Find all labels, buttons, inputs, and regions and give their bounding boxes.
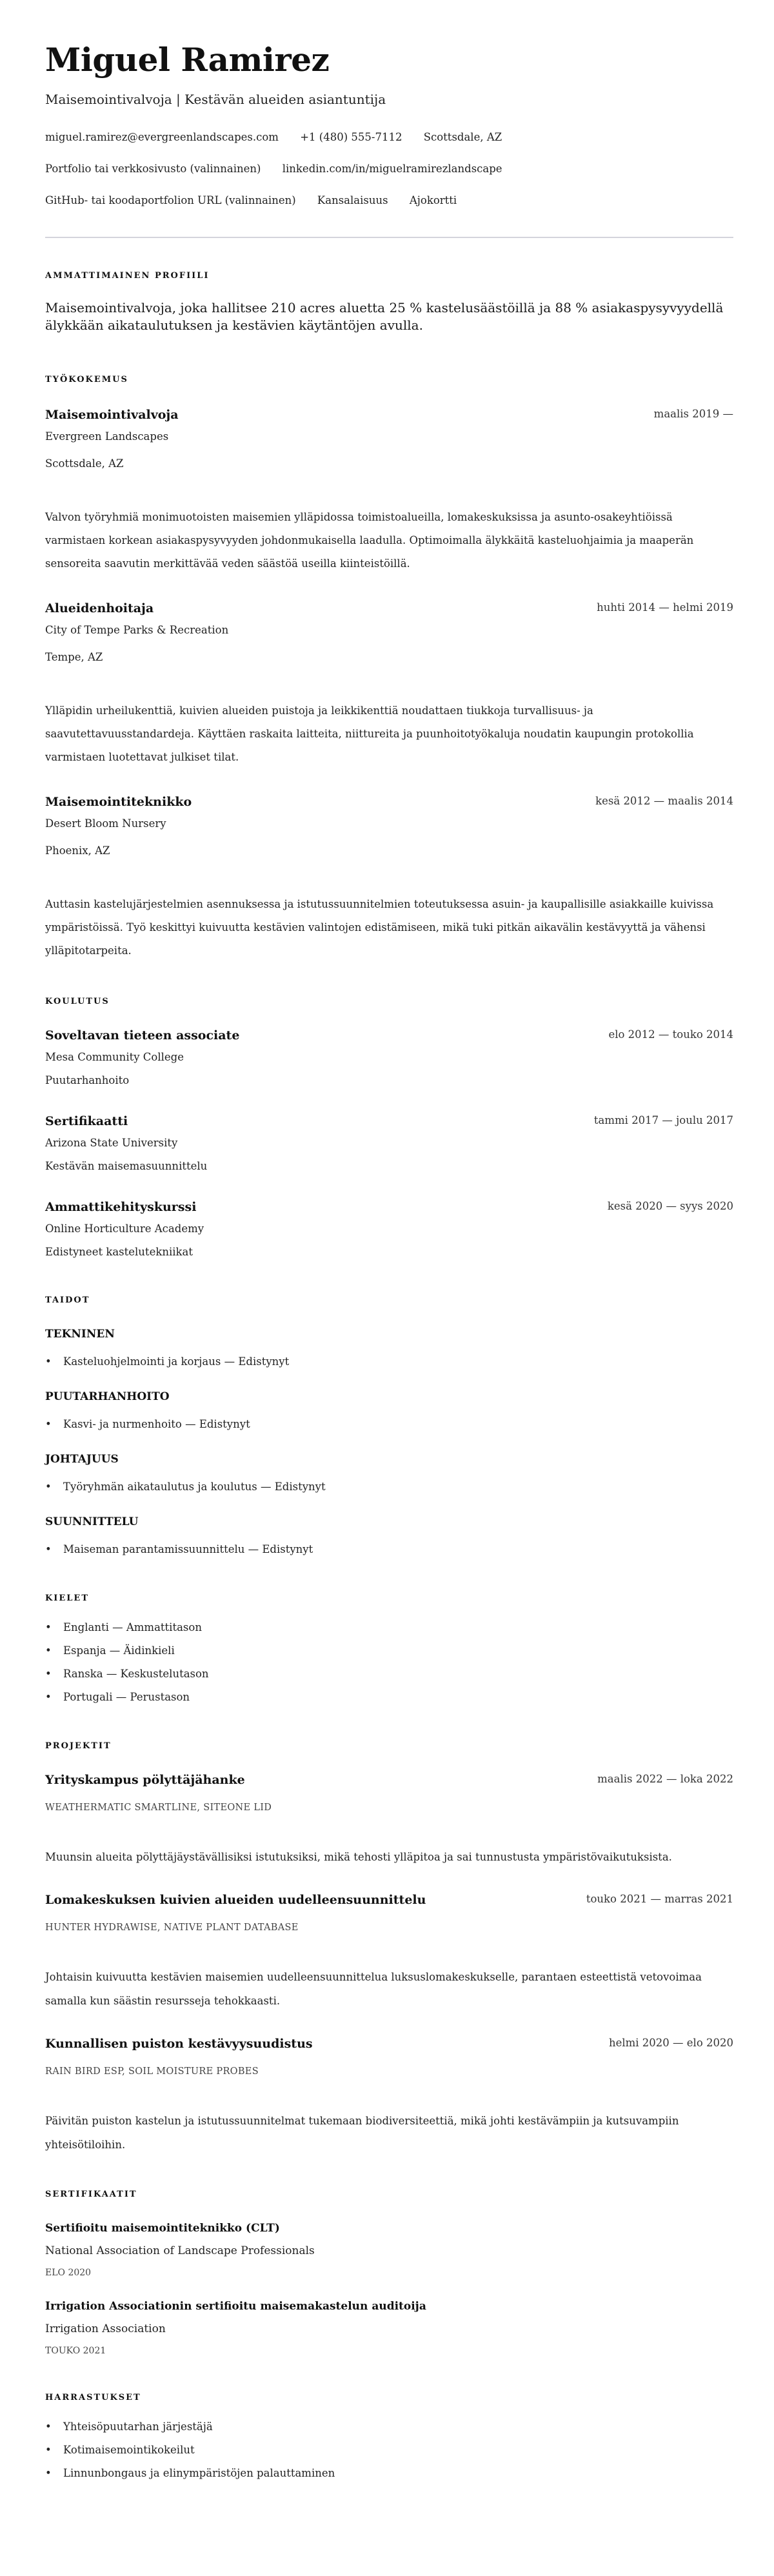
school: Mesa Community College xyxy=(45,1051,184,1063)
language-item: • Englanti — Ammattitason xyxy=(45,1620,733,1635)
education-entry xyxy=(45,1113,733,1174)
school: Online Horticulture Academy xyxy=(45,1223,204,1235)
project-title: Kunnallisen puiston kestävyysuudistus xyxy=(45,2037,313,2051)
portfolio-link[interactable]: Portfolio tai verkkosivusto (valinnainen) xyxy=(45,163,261,175)
skill-category: JOHTAJUUS xyxy=(45,1453,119,1466)
job-location: Phoenix, AZ xyxy=(45,844,110,857)
education-dates: tammi 2017 — joulu 2017 xyxy=(593,1114,733,1126)
degree-title: Soveltavan tieteen associate xyxy=(45,1028,240,1043)
section-heading: TYÖKOKEMUS xyxy=(45,375,128,384)
field-of-study: Puutarhanhoito xyxy=(45,1074,130,1086)
project-entry xyxy=(45,2035,733,2157)
language-item: • Ranska — Keskustelutason xyxy=(45,1666,733,1682)
candidate-headline: Maisemointivalvoja | Kestävän alueiden asiantuntija xyxy=(45,92,386,107)
hobbies-section xyxy=(45,2392,733,2481)
certification-entry xyxy=(45,2299,733,2357)
language-item: • Espanja — Äidinkieli xyxy=(45,1643,733,1659)
job-dates: maalis 2019 — xyxy=(653,408,733,420)
job-title: Maisemointiteknikko xyxy=(45,795,192,809)
field-of-study: Kestävän maisemasuunnittelu xyxy=(45,1160,208,1172)
linkedin-link[interactable]: linkedin.com/in/miguelramirezlandscape xyxy=(282,163,502,175)
experience-entry xyxy=(45,600,733,769)
education-dates: elo 2012 — touko 2014 xyxy=(608,1028,733,1041)
project-technologies: RAIN BIRD ESP, SOIL MOISTURE PROBES xyxy=(45,2066,259,2077)
company: Evergreen Landscapes xyxy=(45,430,169,443)
email-link[interactable]: miguel.ramirez@evergreenlandscapes.com xyxy=(45,131,279,143)
drivers-license: Ajokortti xyxy=(409,194,457,206)
hobby-item: • Linnunbongaus ja elinympäristöjen palauttaminen xyxy=(45,2466,733,2481)
languages-section xyxy=(45,1593,733,1705)
section-heading: SERTIFIKAATIT xyxy=(45,2190,137,2199)
citizenship: Kansalaisuus xyxy=(317,194,388,206)
skill-category: PUUTARHANHOITO xyxy=(45,1390,170,1403)
job-description: Valvon työryhmiä monimuotoisten maisemien ylläpidossa toimistoalueilla, lomakeskuksissa ja asunto-osakeyhtiöissä varmistaen korkean asiakaspysyvyyden johdonmukaisella laadulla. Optimoimalla älykkäitä kasteluohjaimia ja maaperän sensoreita saavutin merkittävää veden säästöä useilla kiinteistöillä. xyxy=(45,511,694,570)
hobby-item: • Yhteisöpuutarhan järjestäjä xyxy=(45,2419,733,2435)
company: City of Tempe Parks & Recreation xyxy=(45,624,229,636)
section-heading: AMMATTIMAINEN PROFIILI xyxy=(45,271,210,281)
project-technologies: HUNTER HYDRAWISE, NATIVE PLANT DATABASE xyxy=(45,1922,299,1933)
project-title: Lomakeskuksen kuivien alueiden uudelleensuunnittelu xyxy=(45,1893,426,1907)
section-heading: TAIDOT xyxy=(45,1295,90,1305)
project-entry xyxy=(45,1772,733,1869)
job-title: Maisemointivalvoja xyxy=(45,408,179,422)
candidate-name: Miguel Ramirez xyxy=(45,41,330,79)
project-dates: maalis 2022 — loka 2022 xyxy=(597,1773,733,1785)
skill-item: • Kasteluohjelmointi ja korjaus — Edistynyt xyxy=(45,1354,733,1370)
section-heading: PROJEKTIT xyxy=(45,1741,112,1751)
hobby-item: • Kotimaisemointikokeilut xyxy=(45,2442,733,2458)
job-description: Auttasin kastelujärjestelmien asennuksessa ja istutussuunnitelmien toteutuksessa asuin- ja kaupallisille asiakkaille kuivissa ympäristöissä. Työ keskittyi kuivuutta kestävien valintojen edistämiseen, mikä tuki pitkän aikavälin kestävyyttä ja vähensi ylläpitotarpeita. xyxy=(45,898,714,957)
certification-date: ELO 2020 xyxy=(45,2268,92,2278)
hobby-list xyxy=(45,2419,733,2481)
project-dates: helmi 2020 — elo 2020 xyxy=(608,2037,733,2049)
skill-list xyxy=(45,1417,733,1432)
project-technologies: WEATHERMATIC SMARTLINE, SITEONE LID xyxy=(45,1802,272,1813)
education-section xyxy=(45,996,733,1260)
company: Desert Bloom Nursery xyxy=(45,817,166,830)
github-link[interactable]: GitHub- tai koodaportfolion URL (valinnainen) xyxy=(45,194,296,206)
job-location: Scottsdale, AZ xyxy=(45,457,124,470)
phone-number[interactable]: +1 (480) 555-7112 xyxy=(300,131,402,143)
skill-item: • Maiseman parantamissuunnittelu — Edistynyt xyxy=(45,1542,733,1557)
job-title: Alueidenhoitaja xyxy=(45,601,154,615)
projects-section xyxy=(45,1741,733,2157)
education-entry xyxy=(45,1199,733,1260)
education-entry xyxy=(45,1027,733,1088)
profile-section xyxy=(45,270,733,334)
project-dates: touko 2021 — marras 2021 xyxy=(586,1893,733,1905)
certification-issuer: Irrigation Association xyxy=(45,2322,166,2335)
project-description: Päivitän puiston kastelun ja istutussuunnitelmat tukemaan biodiversiteettiä, mikä johti kestävämpiin ja kutsuvampiin yhteisötiloihin. xyxy=(45,2115,679,2151)
skill-list xyxy=(45,1479,733,1495)
profile-summary: Maisemointivalvoja, joka hallitsee 210 acres aluetta 25 % kastelusäästöillä ja 88 % asiakaspysyvyydellä älykkään aikataulutuksen ja kestävien käytäntöjen avulla. xyxy=(45,300,724,333)
contact-row xyxy=(45,130,733,145)
certification-date: TOUKO 2021 xyxy=(45,2346,106,2356)
header-divider xyxy=(45,237,733,238)
skill-category: TEKNINEN xyxy=(45,1328,115,1341)
section-heading: HARRASTUKSET xyxy=(45,2393,141,2402)
education-dates: kesä 2020 — syys 2020 xyxy=(607,1200,733,1212)
project-description: Johtaisin kuivuutta kestävien maisemien uudelleensuunnittelua luksuslomakeskukselle, parantaen esteettistä vetovoimaa samalla kun säästin resursseja tehokkaasti. xyxy=(45,1971,702,2007)
contact-row xyxy=(45,161,733,177)
contact-row xyxy=(45,193,733,208)
project-title: Yrityskampus pölyttäjähanke xyxy=(45,1773,245,1787)
language-list xyxy=(45,1620,733,1705)
skills-section xyxy=(45,1295,733,1557)
skill-list xyxy=(45,1354,733,1370)
field-of-study: Edistyneet kastelutekniikat xyxy=(45,1246,193,1258)
skill-item: • Työryhmän aikataulutus ja koulutus — Edistynyt xyxy=(45,1479,733,1495)
job-dates: huhti 2014 — helmi 2019 xyxy=(597,601,733,614)
degree-title: Sertifikaatti xyxy=(45,1114,128,1128)
certifications-section xyxy=(45,2189,733,2357)
project-entry xyxy=(45,1892,733,2013)
experience-entry xyxy=(45,794,733,963)
language-item: • Portugali — Perustason xyxy=(45,1690,733,1705)
experience-section xyxy=(45,374,733,963)
certification-title: Irrigation Associationin sertifioitu maisemakastelun auditoija xyxy=(45,2300,426,2313)
job-description: Ylläpidin urheilukenttiä, kuivien alueiden puistoja ja leikkikenttiä noudattaen tiukkoja turvallisuus- ja saavutettavuusstandardeja. Käyttäen raskaita laitteita, niittureita ja puunhoitotyökaluja noudatin kaupungin protokollia varmistaen luotettavat julkiset tilat. xyxy=(45,704,694,763)
resume-header xyxy=(45,41,733,208)
skill-category: SUUNNITTELU xyxy=(45,1515,139,1528)
degree-title: Ammattikehityskurssi xyxy=(45,1200,197,1214)
certification-title: Sertifioitu maisemointiteknikko (CLT) xyxy=(45,2222,280,2235)
job-dates: kesä 2012 — maalis 2014 xyxy=(595,795,733,807)
section-heading: KOULUTUS xyxy=(45,997,110,1006)
project-description: Muunsin alueita pölyttäjäystävällisiksi istutuksiksi, mikä tehosti ylläpitoa ja sai tunnustusta ympäristövaikutuksista. xyxy=(45,1851,672,1863)
experience-entry xyxy=(45,406,733,575)
skill-item: • Kasvi- ja nurmenhoito — Edistynyt xyxy=(45,1417,733,1432)
skill-list xyxy=(45,1542,733,1557)
job-location: Tempe, AZ xyxy=(45,651,103,663)
location: Scottsdale, AZ xyxy=(423,131,502,143)
certification-issuer: National Association of Landscape Professionals xyxy=(45,2244,315,2257)
school: Arizona State University xyxy=(45,1137,178,1149)
section-heading: KIELET xyxy=(45,1593,90,1603)
certification-entry xyxy=(45,2221,733,2279)
